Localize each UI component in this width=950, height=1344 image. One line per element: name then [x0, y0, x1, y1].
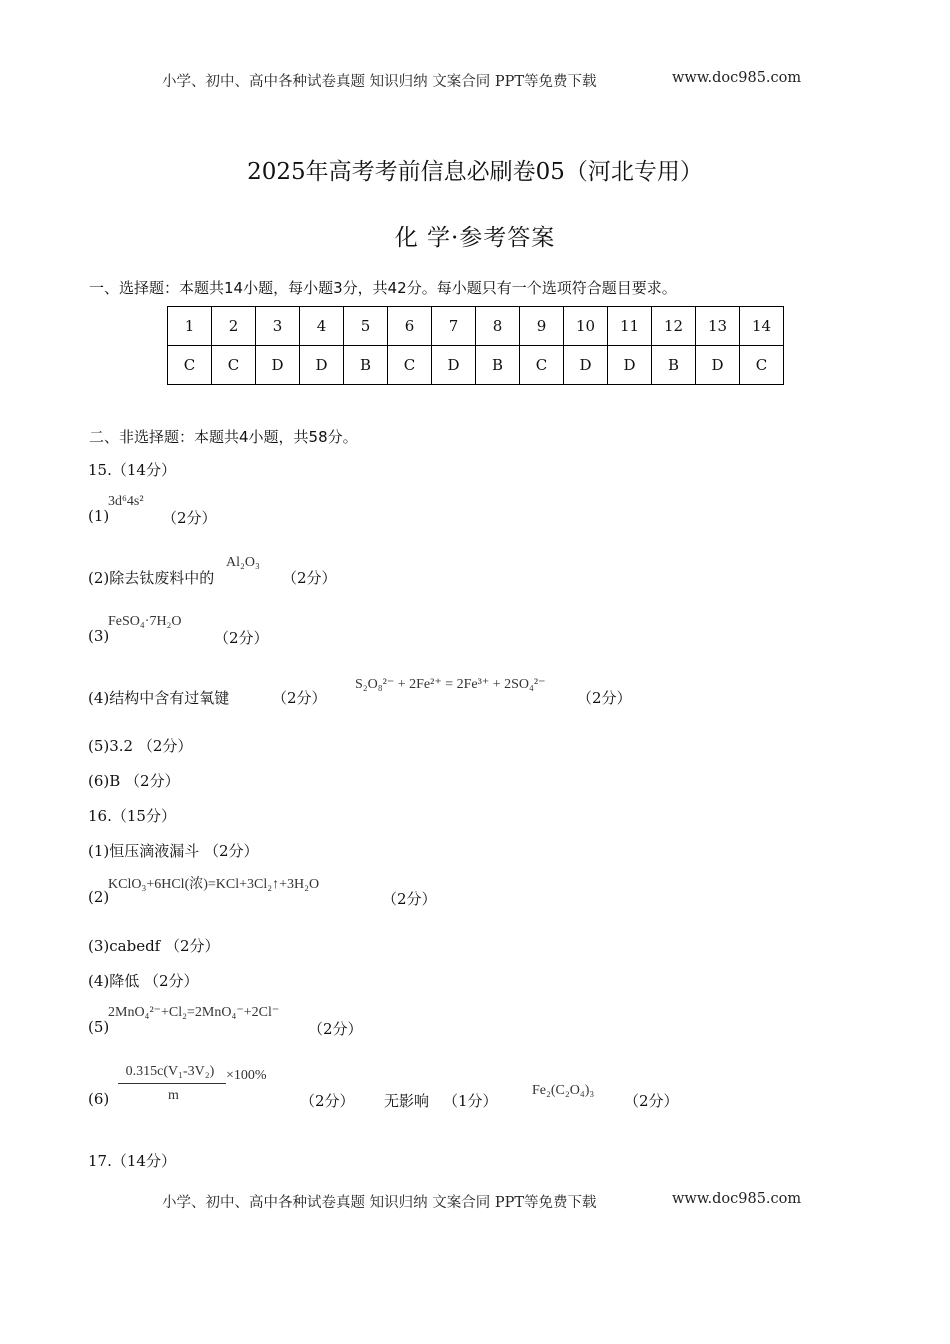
table-cell: 7	[432, 307, 476, 346]
q15-p1-formula: 3d⁶4s²	[108, 494, 144, 509]
q17-title: 17.（14分）	[88, 1152, 176, 1170]
table-cell: C	[212, 346, 256, 385]
q16-p5-score: （2分）	[308, 1020, 363, 1038]
q15-p2-score: （2分）	[282, 569, 337, 587]
table-cell: 14	[740, 307, 784, 346]
table-cell: 12	[652, 307, 696, 346]
table-cell: 5	[344, 307, 388, 346]
section1-heading: 一、选择题：本题共14小题，每小题3分，共42分。每小题只有一个选项符合题目要求。	[89, 279, 677, 297]
table-cell: 13	[696, 307, 740, 346]
table-cell: C	[388, 346, 432, 385]
footer-slogan: 小学、初中、高中各种试卷真题 知识归纳 文案合同 PPT等免费下载	[162, 1195, 597, 1211]
q16-p4: (4)降低 （2分）	[88, 972, 199, 990]
table-cell: 9	[520, 307, 564, 346]
page-title: 2025年高考考前信息必刷卷05（河北专用）	[247, 159, 703, 185]
fraction-denominator: m	[168, 1088, 179, 1103]
q16-p6-score3: （2分）	[624, 1092, 679, 1110]
q16-p2-formula: KClO₃+6HCl(浓)=KCl+3Cl₂↑+3H₂O	[108, 877, 320, 892]
header-url[interactable]: www.doc985.com	[672, 70, 802, 86]
q15-p1-score: （2分）	[162, 509, 217, 527]
table-cell: D	[564, 346, 608, 385]
answer-table-number-row	[168, 307, 784, 346]
table-cell: D	[432, 346, 476, 385]
q15-p2-formula: Al₂O₃	[226, 555, 260, 570]
table-cell: C	[520, 346, 564, 385]
footer-url[interactable]: www.doc985.com	[672, 1191, 802, 1207]
q15-p5: (5)3.2 （2分）	[88, 737, 193, 755]
q16-p6-score2: （1分）	[443, 1092, 498, 1110]
table-cell: 2	[212, 307, 256, 346]
table-cell: 4	[300, 307, 344, 346]
table-cell: 1	[168, 307, 212, 346]
q16-title: 16.（15分）	[88, 807, 176, 825]
q16-p6-formula2: Fe₂(C₂O₄)₃	[532, 1083, 595, 1098]
table-cell: C	[740, 346, 784, 385]
q15-p2-label: (2)除去钛废料中的	[88, 569, 215, 587]
q15-p4-score1: （2分）	[272, 689, 327, 707]
table-cell: B	[476, 346, 520, 385]
q15-p3-formula: FeSO₄·7H₂O	[108, 614, 182, 629]
table-cell: 11	[608, 307, 652, 346]
q15-title: 15.（14分）	[88, 461, 176, 479]
header-slogan: 小学、初中、高中各种试卷真题 知识归纳 文案合同 PPT等免费下载	[162, 74, 597, 90]
table-cell: B	[344, 346, 388, 385]
table-cell: 10	[564, 307, 608, 346]
q16-p6-fraction	[118, 1064, 267, 1104]
fraction	[118, 1064, 226, 1104]
table-cell: 8	[476, 307, 520, 346]
fraction-suffix: ×100%	[226, 1068, 267, 1083]
table-cell: C	[168, 346, 212, 385]
table-cell: 6	[388, 307, 432, 346]
fraction-numerator: 0.315c(V₁-3V₂)	[118, 1064, 226, 1084]
q16-p1: (1)恒压滴液漏斗 （2分）	[88, 842, 259, 860]
q15-p4-label: (4)结构中含有过氧键	[88, 689, 230, 707]
page-subtitle: 化 学·参考答案	[394, 225, 556, 251]
q15-p4-formula: S₂O₈²⁻ + 2Fe²⁺ = 2Fe³⁺ + 2SO₄²⁻	[355, 677, 546, 692]
q16-p2-label: (2)	[88, 888, 110, 906]
q16-p6-text: 无影响	[384, 1092, 430, 1110]
q16-p2-score: （2分）	[382, 890, 437, 908]
q15-p6: (6)B （2分）	[88, 772, 180, 790]
table-cell: D	[608, 346, 652, 385]
q15-p4-score2: （2分）	[577, 689, 632, 707]
section2-heading: 二、非选择题：本题共4小题，共58分。	[89, 428, 358, 446]
q16-p3: (3)cabedf （2分）	[88, 937, 220, 955]
table-cell: D	[256, 346, 300, 385]
table-cell: B	[652, 346, 696, 385]
table-cell: D	[300, 346, 344, 385]
table-cell: D	[696, 346, 740, 385]
q16-p5-formula: 2MnO₄²⁻+Cl₂=2MnO₄⁻+2Cl⁻	[108, 1005, 280, 1020]
q16-p6-label: (6)	[88, 1090, 110, 1108]
table-cell: 3	[256, 307, 300, 346]
answer-table-answer-row	[168, 346, 784, 385]
q15-p3-label: (3)	[88, 627, 110, 645]
q15-p3-score: （2分）	[214, 629, 269, 647]
q16-p5-label: (5)	[88, 1018, 110, 1036]
q16-p6-score1: （2分）	[300, 1092, 355, 1110]
answer-table	[167, 306, 784, 385]
q15-p1-label: (1)	[88, 507, 110, 525]
